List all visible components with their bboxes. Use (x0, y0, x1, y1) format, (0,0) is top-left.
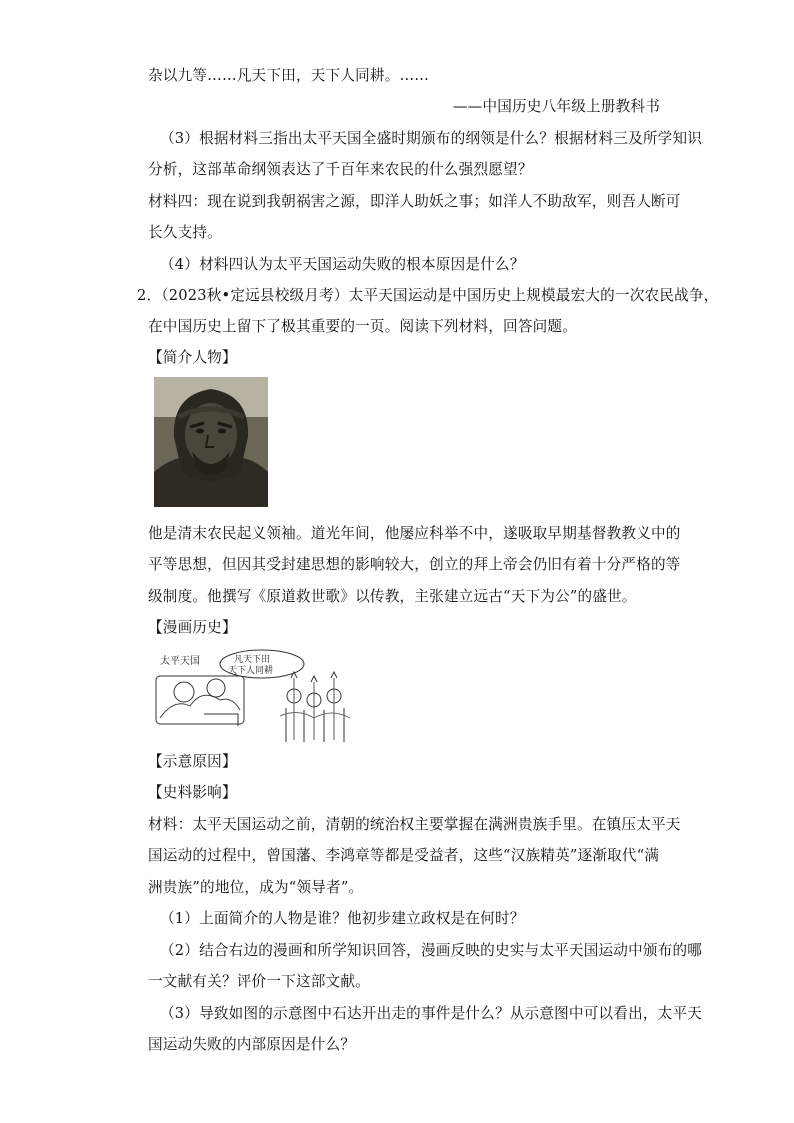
sub-question-2: （2）结合右边的漫画和所学知识回答，漫画反映的史实与太平天国运动中颁布的哪 (160, 942, 703, 959)
portrait-image (154, 377, 268, 507)
text-line: 国运动的过程中，曾国藩、李鸿章等都是受益者，这些“汉族精英”逐渐取代“满 (148, 847, 660, 864)
question-2-header: 2．（2023秋•定远县校级月考）太平天国运动是中国历史上规模最宏大的一次农民战争， (137, 287, 719, 304)
section-heading: 【示意原因】 (148, 753, 237, 770)
section-heading: 【漫画历史】 (148, 619, 237, 636)
sub-question-1: （1）上面简介的人物是谁？他初步建立政权是在何时？ (160, 910, 525, 927)
question-4: （4）材料四认为太平天国运动失败的根本原因是什么？ (160, 256, 525, 273)
cartoon-speech-line1: 凡天下田 (234, 655, 271, 665)
question-3: （3）根据材料三指出太平天国全盛时期颁布的纲领是什么？根据材料三及所学知识 (160, 130, 703, 147)
material-text: 材料：太平天国运动之前，清朝的统治权主要掌握在满洲贵族手里。在镇压太平天 (148, 816, 681, 833)
sub-question-3: （3）导致如图的示意图中石达开出走的事件是什么？从示意图中可以看出，太平天 (160, 1005, 703, 1022)
section-heading: 【简介人物】 (148, 349, 237, 366)
text-line: 长久支持。 (148, 224, 222, 241)
cartoon-speech-line2: 天下人同耕 (228, 666, 274, 676)
text-line: 杂以九等……凡天下田，天下人同耕。…… (148, 67, 430, 84)
source-citation: ——中国历史八年级上册教科书 (452, 98, 660, 115)
text-line: 他是清末农民起义领袖。道光年间，他屡应科举不中，遂吸取早期基督教教义中的 (148, 525, 681, 542)
section-heading: 【史料影响】 (148, 784, 237, 801)
cartoon-image (154, 648, 358, 742)
text-line: 一文献有关？评价一下这部文献。 (148, 973, 370, 990)
material-4: 材料四：现在说到我朝祸害之源，即洋人助妖之事；如洋人不助敌军，则吾人断可 (148, 193, 681, 210)
cartoon-flag-text: 太平天国 (160, 656, 200, 667)
text-line: 洲贵族”的地位，成为“领导者”。 (148, 879, 364, 896)
text-line: 国运动失败的内部原因是什么？ (148, 1036, 356, 1053)
text-line: 在中国历史上留下了极其重要的一页。阅读下列材料，回答问题。 (148, 318, 578, 335)
text-line: 级制度。他撰写《原道救世歌》以传教，主张建立远古“天下为公”的盛世。 (148, 588, 637, 605)
text-line: 平等思想，但因其受封建思想的影响较大，创立的拜上帝会仍旧有着十分严格的等 (148, 556, 681, 573)
text-line: 分析，这部革命纲领表达了千百年来农民的什么强烈愿望？ (148, 161, 533, 178)
